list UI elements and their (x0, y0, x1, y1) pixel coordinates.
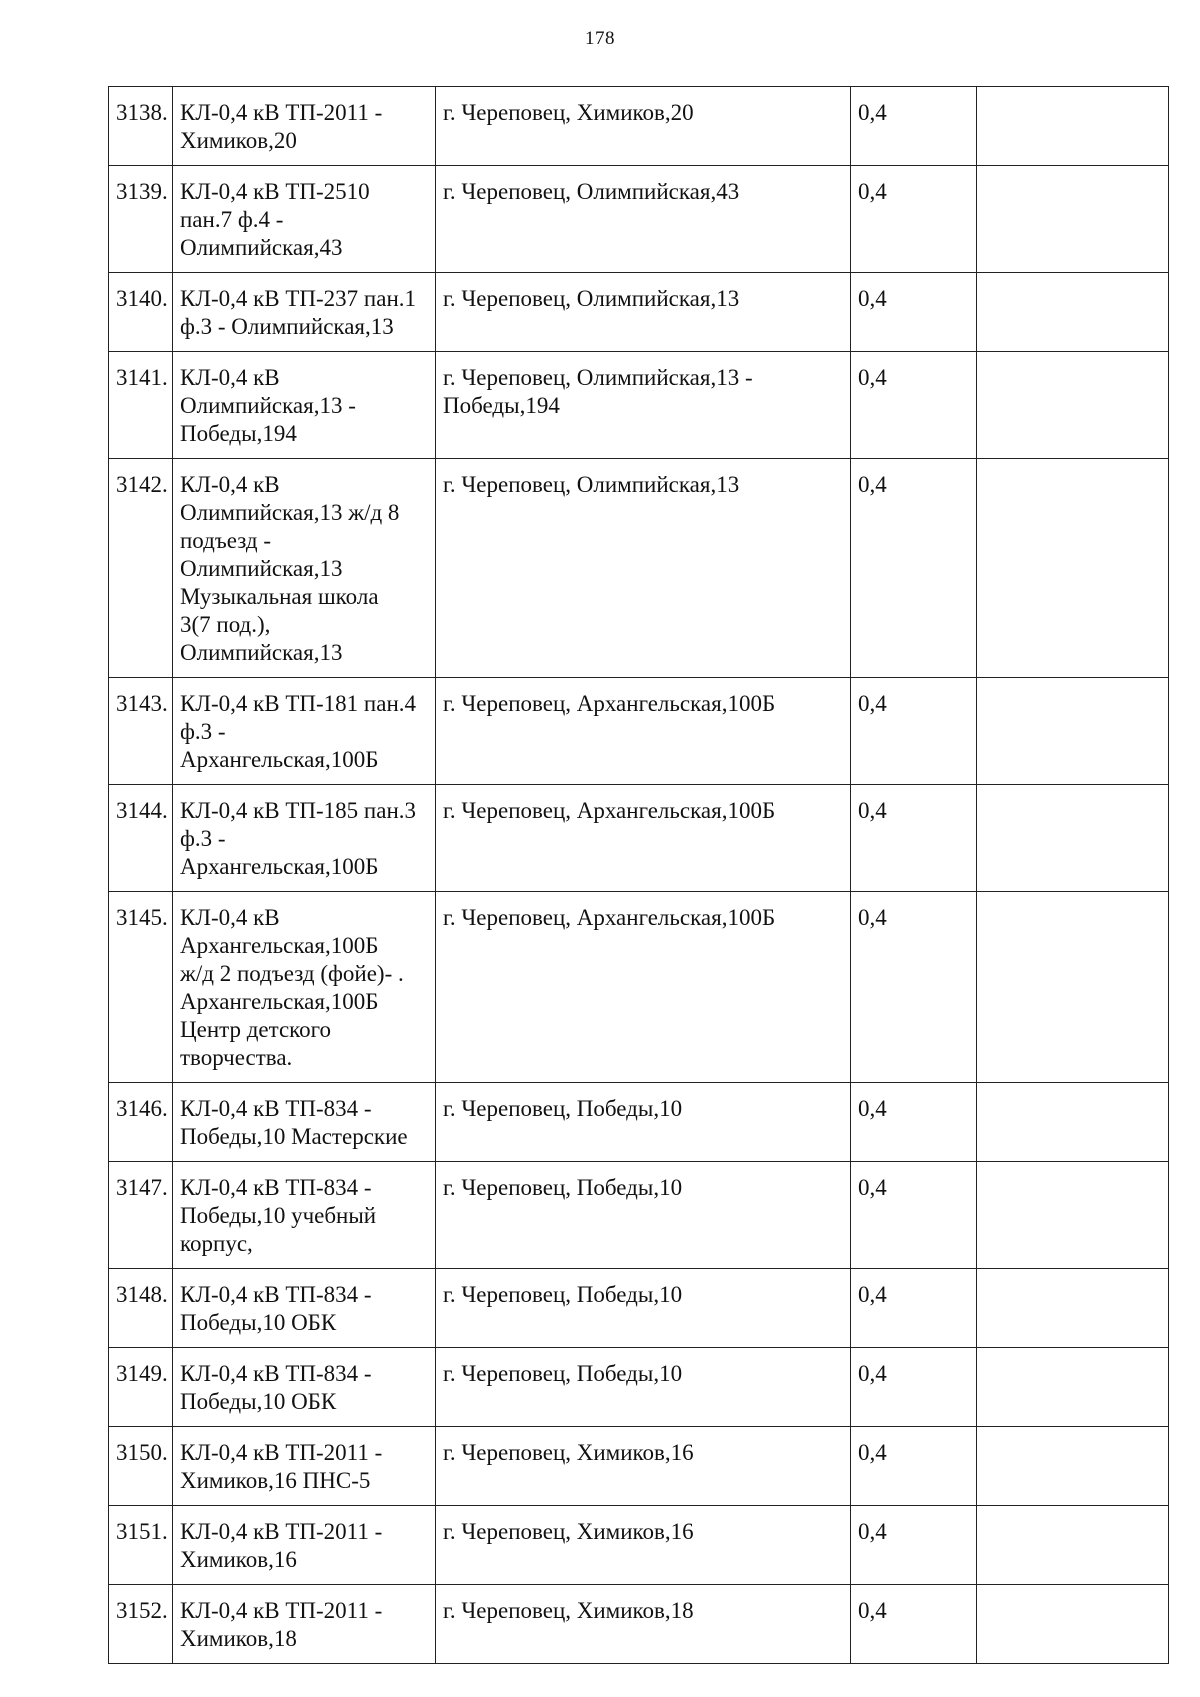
page-number: 178 (585, 28, 615, 49)
voltage-cell: 0,4 (851, 87, 977, 166)
voltage-cell: 0,4 (851, 273, 977, 352)
table-row (109, 678, 1169, 785)
voltage-cell: 0,4 (851, 785, 977, 892)
row-number-cell: 3142. (109, 459, 173, 678)
address-cell: г. Череповец, Архангельская,100Б (436, 785, 851, 892)
voltage-cell: 0,4 (851, 1427, 977, 1506)
note-cell (977, 1348, 1169, 1427)
table-row (109, 892, 1169, 1083)
table-row (109, 1269, 1169, 1348)
voltage-cell: 0,4 (851, 1506, 977, 1585)
note-cell (977, 1083, 1169, 1162)
cable-line-cell: КЛ-0,4 кВ ТП-185 пан.3 ф.3 - Архангельская,100Б (173, 785, 436, 892)
address-cell: г. Череповец, Олимпийская,13 (436, 273, 851, 352)
note-cell (977, 785, 1169, 892)
row-number-cell: 3144. (109, 785, 173, 892)
table-row (109, 1162, 1169, 1269)
address-cell: г. Череповец, Олимпийская,13 (436, 459, 851, 678)
cable-line-cell: КЛ-0,4 кВ ТП-181 пан.4 ф.3 - Архангельская,100Б (173, 678, 436, 785)
cable-line-cell: КЛ-0,4 кВ Олимпийская,13 - Победы,194 (173, 352, 436, 459)
table-row (109, 1083, 1169, 1162)
table-row (109, 1585, 1169, 1664)
note-cell (977, 1269, 1169, 1348)
voltage-cell: 0,4 (851, 352, 977, 459)
cable-line-cell: КЛ-0,4 кВ Архангельская,100Б ж/д 2 подъезд (фойе)- . Архангельская,100Б Центр детского творчества. (173, 892, 436, 1083)
voltage-cell: 0,4 (851, 1269, 977, 1348)
address-cell: г. Череповец, Химиков,16 (436, 1506, 851, 1585)
table-row (109, 1348, 1169, 1427)
voltage-cell: 0,4 (851, 166, 977, 273)
table-row (109, 1506, 1169, 1585)
voltage-cell: 0,4 (851, 1348, 977, 1427)
row-number-cell: 3145. (109, 892, 173, 1083)
address-cell: г. Череповец, Химиков,16 (436, 1427, 851, 1506)
address-cell: г. Череповец, Победы,10 (436, 1083, 851, 1162)
row-number-cell: 3151. (109, 1506, 173, 1585)
address-cell: г. Череповец, Победы,10 (436, 1348, 851, 1427)
address-cell: г. Череповец, Победы,10 (436, 1269, 851, 1348)
cable-lines-table (108, 86, 1169, 1664)
cable-line-cell: КЛ-0,4 кВ ТП-2011 - Химиков,18 (173, 1585, 436, 1664)
address-cell: г. Череповец, Архангельская,100Б (436, 678, 851, 785)
table-row (109, 785, 1169, 892)
cable-line-cell: КЛ-0,4 кВ ТП-834 - Победы,10 учебный корпус, (173, 1162, 436, 1269)
cable-line-cell: КЛ-0,4 кВ ТП-834 - Победы,10 ОБК (173, 1269, 436, 1348)
row-number-cell: 3141. (109, 352, 173, 459)
voltage-cell: 0,4 (851, 678, 977, 785)
row-number-cell: 3139. (109, 166, 173, 273)
cable-line-cell: КЛ-0,4 кВ Олимпийская,13 ж/д 8 подъезд - Олимпийская,13 Музыкальная школа 3(7 под.), Олимпийская,13 (173, 459, 436, 678)
table-row (109, 166, 1169, 273)
voltage-cell: 0,4 (851, 1083, 977, 1162)
address-cell: г. Череповец, Архангельская,100Б (436, 892, 851, 1083)
cable-line-cell: КЛ-0,4 кВ ТП-834 - Победы,10 ОБК (173, 1348, 436, 1427)
table-row (109, 459, 1169, 678)
row-number-cell: 3152. (109, 1585, 173, 1664)
table-body (109, 87, 1169, 1664)
cable-line-cell: КЛ-0,4 кВ ТП-237 пан.1 ф.3 - Олимпийская,13 (173, 273, 436, 352)
address-cell: г. Череповец, Победы,10 (436, 1162, 851, 1269)
table-row (109, 273, 1169, 352)
cable-line-cell: КЛ-0,4 кВ ТП-2011 - Химиков,20 (173, 87, 436, 166)
row-number-cell: 3150. (109, 1427, 173, 1506)
row-number-cell: 3147. (109, 1162, 173, 1269)
cable-line-cell: КЛ-0,4 кВ ТП-834 - Победы,10 Мастерские (173, 1083, 436, 1162)
voltage-cell: 0,4 (851, 459, 977, 678)
address-cell: г. Череповец, Олимпийская,43 (436, 166, 851, 273)
row-number-cell: 3149. (109, 1348, 173, 1427)
address-cell: г. Череповец, Химиков,20 (436, 87, 851, 166)
table-row (109, 352, 1169, 459)
cable-line-cell: КЛ-0,4 кВ ТП-2011 - Химиков,16 ПНС-5 (173, 1427, 436, 1506)
cable-line-cell: КЛ-0,4 кВ ТП-2510 пан.7 ф.4 - Олимпийская,43 (173, 166, 436, 273)
row-number-cell: 3138. (109, 87, 173, 166)
address-cell: г. Череповец, Олимпийская,13 - Победы,194 (436, 352, 851, 459)
table-row (109, 87, 1169, 166)
note-cell (977, 1585, 1169, 1664)
note-cell (977, 166, 1169, 273)
row-number-cell: 3140. (109, 273, 173, 352)
voltage-cell: 0,4 (851, 1585, 977, 1664)
note-cell (977, 678, 1169, 785)
note-cell (977, 1162, 1169, 1269)
note-cell (977, 352, 1169, 459)
note-cell (977, 459, 1169, 678)
note-cell (977, 892, 1169, 1083)
row-number-cell: 3143. (109, 678, 173, 785)
row-number-cell: 3148. (109, 1269, 173, 1348)
note-cell (977, 1427, 1169, 1506)
cable-line-cell: КЛ-0,4 кВ ТП-2011 - Химиков,16 (173, 1506, 436, 1585)
voltage-cell: 0,4 (851, 892, 977, 1083)
note-cell (977, 273, 1169, 352)
row-number-cell: 3146. (109, 1083, 173, 1162)
voltage-cell: 0,4 (851, 1162, 977, 1269)
note-cell (977, 1506, 1169, 1585)
note-cell (977, 87, 1169, 166)
table-row (109, 1427, 1169, 1506)
address-cell: г. Череповец, Химиков,18 (436, 1585, 851, 1664)
